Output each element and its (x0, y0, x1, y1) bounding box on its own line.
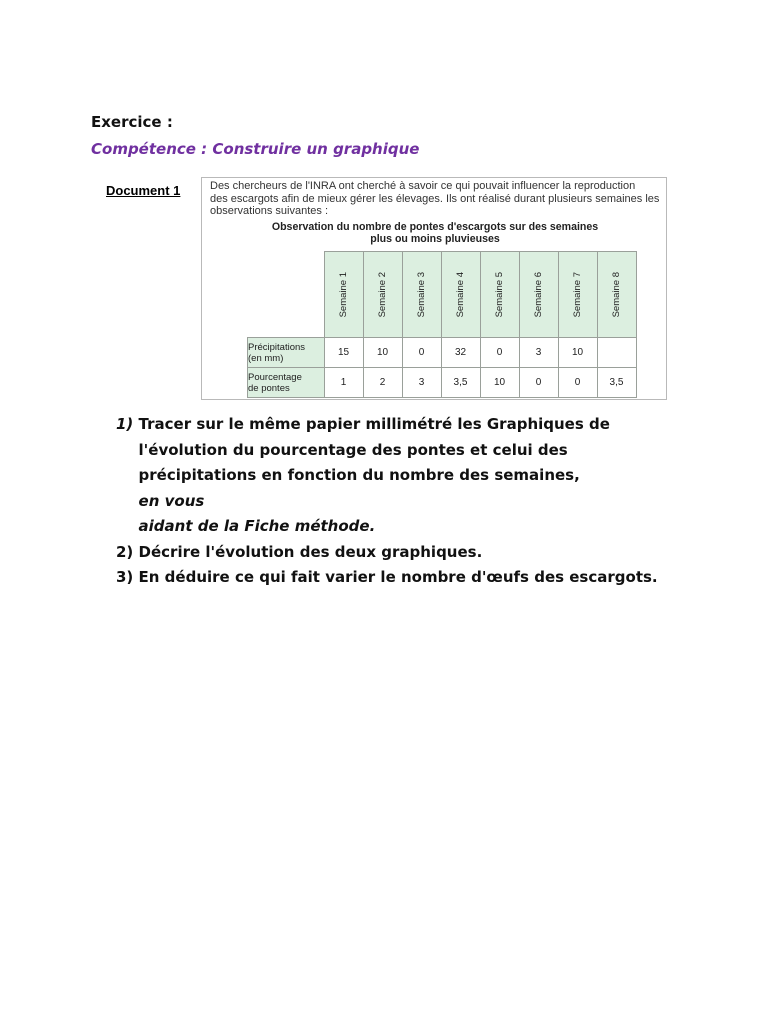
competence-title: Compétence : Construire un graphique (91, 140, 420, 158)
table-title-line: Observation du nombre de pontes d'escargots sur des semaines (271, 221, 599, 233)
table-cell: 3,5 (597, 368, 636, 398)
table-cell: 32 (441, 338, 480, 368)
intro-line: Des chercheurs de l'INRA ont cherché à savoir ce qui pouvait influencer la reproduction (210, 180, 636, 192)
table-row (248, 338, 637, 368)
week-header: Semaine 1 (324, 252, 363, 338)
document-label: Document 1 (106, 183, 181, 198)
table-cell: 10 (363, 338, 402, 368)
table-cell: 1 (324, 368, 363, 398)
question-text: Tracer sur le même papier millimétré les Graphiques de l'évolution du pourcentage des pontes et celui des précipitations en fonction du nombre des semaines, en vous aidant de la Fiche méthode. (138, 415, 610, 535)
table-cell: 0 (519, 368, 558, 398)
table-cell: 0 (558, 368, 597, 398)
observation-table (247, 251, 637, 398)
week-header: Semaine 7 (558, 252, 597, 338)
row-label-precipitations: Précipitations (en mm) (248, 338, 325, 368)
week-header: Semaine 2 (363, 252, 402, 338)
table-cell: 2 (363, 368, 402, 398)
table-cell (597, 338, 636, 368)
document-intro (210, 180, 662, 218)
table-cell: 10 (558, 338, 597, 368)
question-number: 1) (116, 415, 134, 433)
week-header: Semaine 4 (441, 252, 480, 338)
question-text: Décrire l'évolution des deux graphiques. (138, 542, 483, 561)
row-label-pontes: Pourcentage de pontes (248, 368, 325, 398)
question-list (116, 412, 658, 591)
intro-line: des escargots afin de mieux gérer les élevages. Ils ont réalisé durant plusieurs semaines les (210, 192, 660, 205)
table-row (248, 368, 637, 398)
document-figure (201, 177, 667, 400)
week-header: Semaine 8 (597, 252, 636, 338)
table-title-line: plus ou moins pluvieuses (370, 233, 500, 245)
intro-line: observations suivantes : (210, 205, 329, 218)
table-cell: 10 (480, 368, 519, 398)
table-title (202, 221, 668, 245)
table-corner (248, 252, 325, 338)
table-cell: 0 (402, 338, 441, 368)
question-item (116, 412, 658, 540)
week-header: Semaine 3 (402, 252, 441, 338)
question-number: 3) (116, 568, 134, 586)
question-number: 2) (116, 542, 134, 561)
table-header-row (248, 252, 637, 338)
question-item (116, 565, 658, 591)
table-cell: 0 (480, 338, 519, 368)
week-header: Semaine 6 (519, 252, 558, 338)
exercise-heading: Exercice : (91, 113, 173, 131)
question-text: En déduire ce qui fait varier le nombre d'œufs des escargots. (138, 568, 658, 586)
table-cell: 3,5 (441, 368, 480, 398)
table-cell: 15 (324, 338, 363, 368)
table-cell: 3 (519, 338, 558, 368)
table-cell: 3 (402, 368, 441, 398)
week-header: Semaine 5 (480, 252, 519, 338)
question-item (116, 540, 658, 566)
